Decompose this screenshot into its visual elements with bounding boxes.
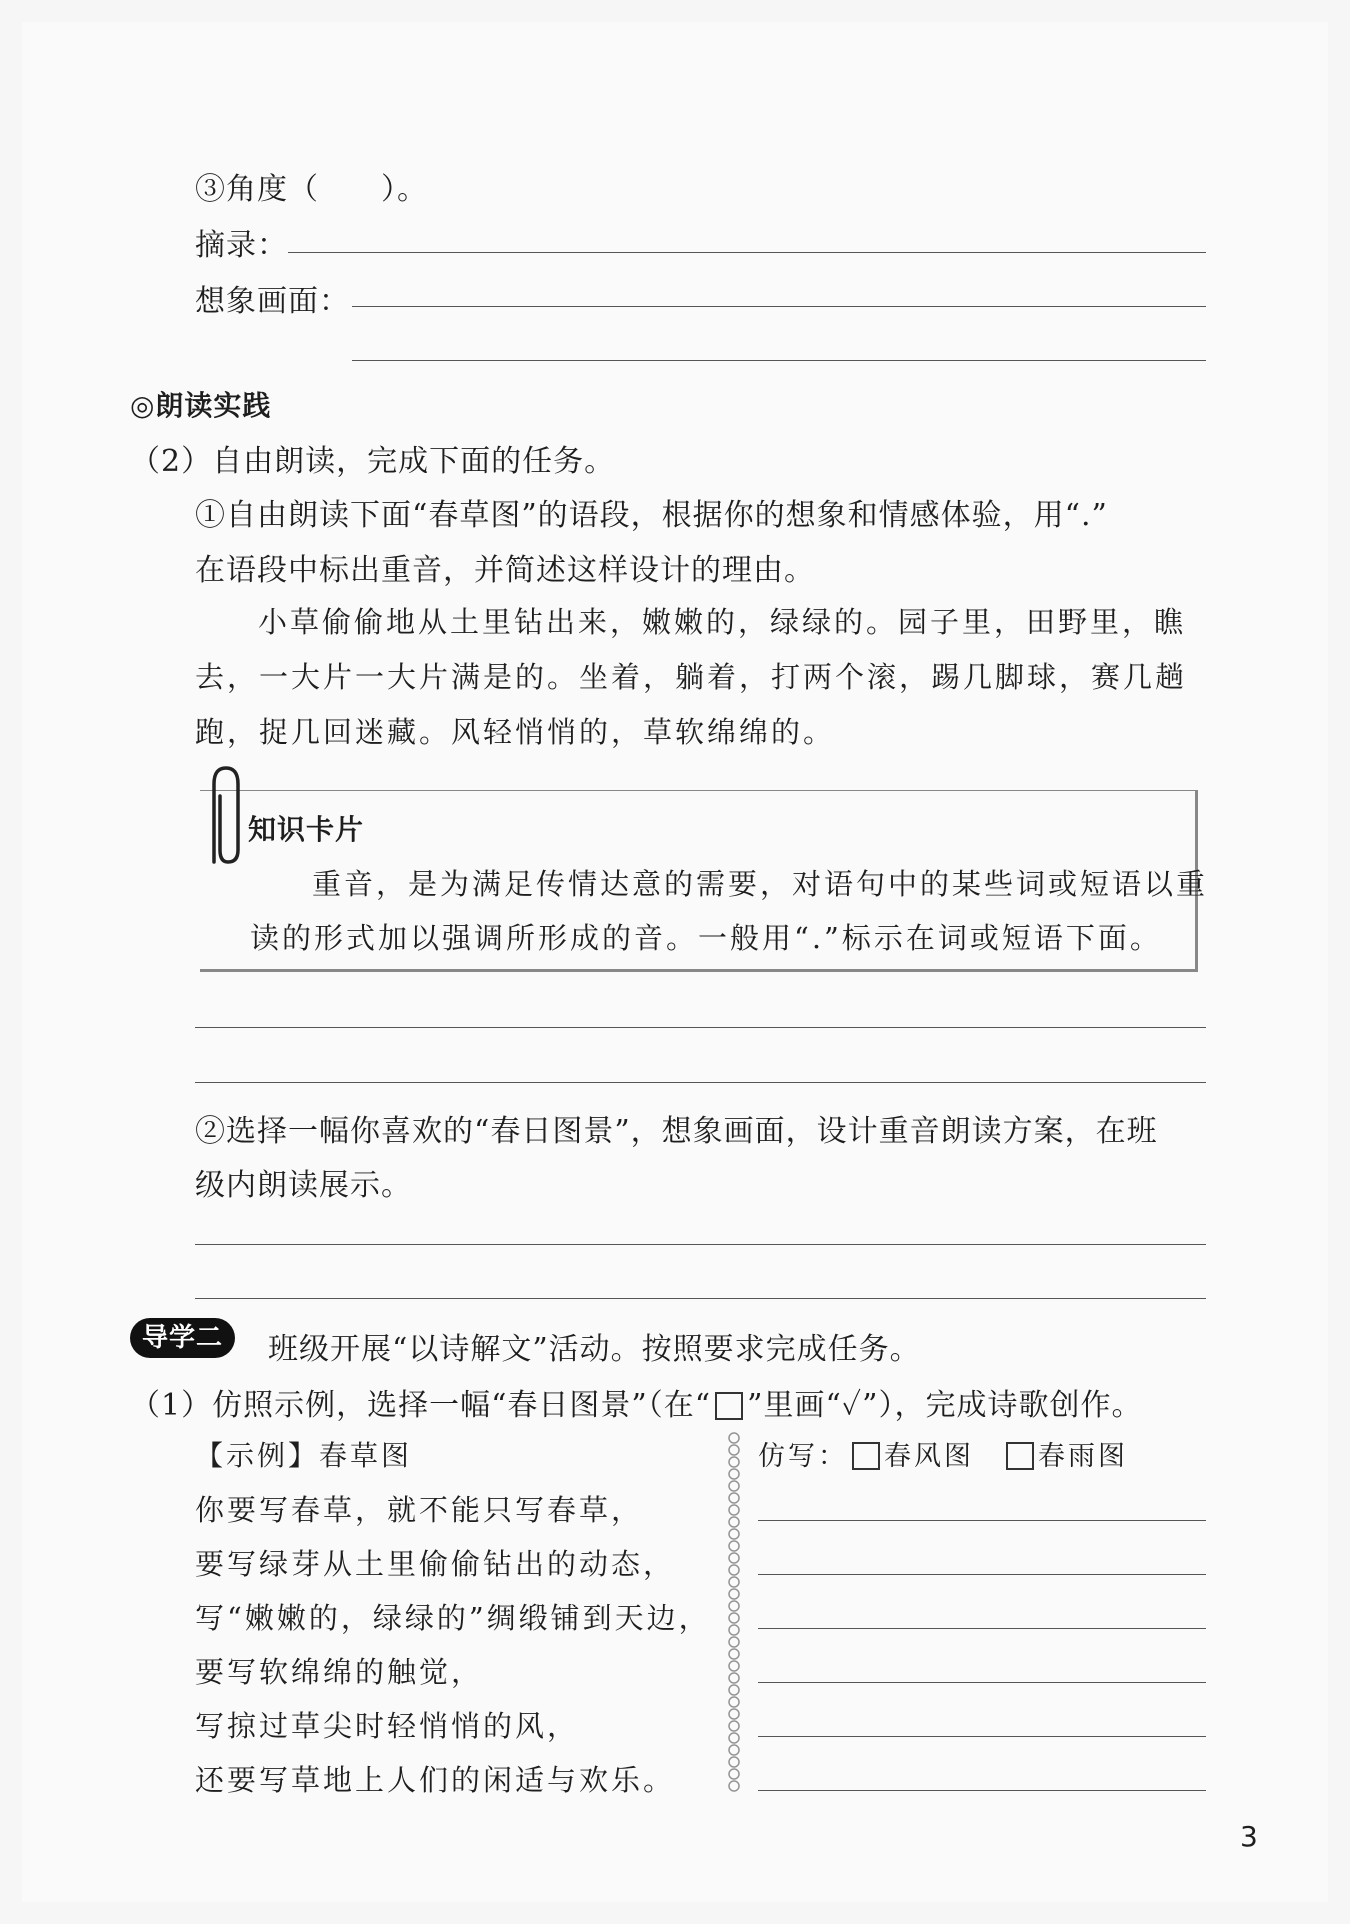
guide2-badge: 导学二 [130,1318,235,1358]
excerpt-answer-line[interactable] [288,252,1206,253]
example-label: 【示例】春草图 [195,1439,413,1472]
task1-text-a: （1）仿照示例，选择一幅“春日图景”（在“ [130,1388,712,1423]
imagine-label: 想象画面： [195,284,350,319]
passage-line-2: 去，一大片一大片满是的。坐着，躺着，打两个滚，踢几脚球，赛几趟 [195,660,1188,694]
reason-answer-line-2[interactable] [195,1082,1206,1083]
card-line-1: 重音，是为满足传情达意的需要，对语句中的某些词或短语以重 [312,867,1209,901]
poem-line-5: 写掠过草尖时轻悄悄的风， [195,1709,580,1743]
poem-answer-line-1[interactable] [758,1520,1206,1521]
plan-answer-line-2[interactable] [195,1298,1206,1299]
checkbox-sample-icon [715,1392,743,1420]
plan-answer-line-1[interactable] [195,1244,1206,1245]
passage-line-3: 跑，捉几回迷藏。风轻悄悄的，草软绵绵的。 [195,715,836,749]
option2-label: 春雨图 [1038,1441,1128,1472]
poem-answer-line-2[interactable] [758,1574,1206,1575]
imitate-label: 仿写： [758,1441,848,1472]
task2-heading: （2）自由朗读，完成下面的任务。 [130,444,616,479]
item3-angle: ③角度（ ）。 [195,172,428,207]
poem-line-4: 要写软绵绵的触觉， [195,1655,484,1689]
poem-line-1: 你要写春草，就不能只写春草， [195,1493,644,1527]
excerpt-label: 摘录： [195,228,288,263]
guide2-title: 班级开展“以诗解文”活动。按照要求完成任务。 [268,1332,921,1367]
poem-answer-line-5[interactable] [758,1736,1206,1737]
poem-line-2: 要写绿芽从土里偷偷钻出的动态， [195,1547,676,1581]
poem-line-3: 写“嫩嫩的，绿绿的”绸缎铺到天边， [195,1601,711,1635]
passage-line-1: 小草偷偷地从土里钻出来，嫩嫩的，绿绿的。园子里，田野里，瞧 [258,605,1187,639]
sub1-line2: 在语段中标出重音，并简述这样设计的理由。 [195,553,815,588]
task1-text-b: ”里画“✓”），完成诗歌创作。 [747,1388,1143,1423]
page-number: 3 [1240,1820,1258,1853]
imagine-answer-line-2[interactable] [352,360,1206,361]
sub2-line1: ②选择一幅你喜欢的“春日图景”，想象画面，设计重音朗读方案，在班 [195,1114,1158,1149]
sub1-line1: ①自由朗读下面“春草图”的语段，根据你的想象和情感体验，用“.” [195,498,1108,533]
wavy-divider [728,1432,740,1792]
poem-answer-line-4[interactable] [758,1682,1206,1683]
task1-heading [130,1380,1142,1424]
poem-answer-line-6[interactable] [758,1790,1206,1791]
imagine-answer-line-1[interactable] [352,306,1206,307]
option2-checkbox[interactable] [1006,1442,1034,1470]
option1-label: 春风图 [884,1441,974,1472]
poem-answer-line-3[interactable] [758,1628,1206,1629]
card-title: 知识卡片 [248,813,365,846]
poem-line-6: 还要写草地上人们的闲适与欢乐。 [195,1763,676,1797]
card-line-2: 读的形式加以强调所形成的音。一般用“.”标示在词或短语下面。 [250,921,1162,955]
reason-answer-line-1[interactable] [195,1027,1206,1028]
section-title-reading: ◎朗读实践 [130,389,272,422]
option1-checkbox[interactable] [852,1442,880,1470]
sub2-line2: 级内朗读展示。 [195,1168,412,1203]
paperclip-icon [200,762,250,872]
imitate-row [758,1434,1128,1473]
